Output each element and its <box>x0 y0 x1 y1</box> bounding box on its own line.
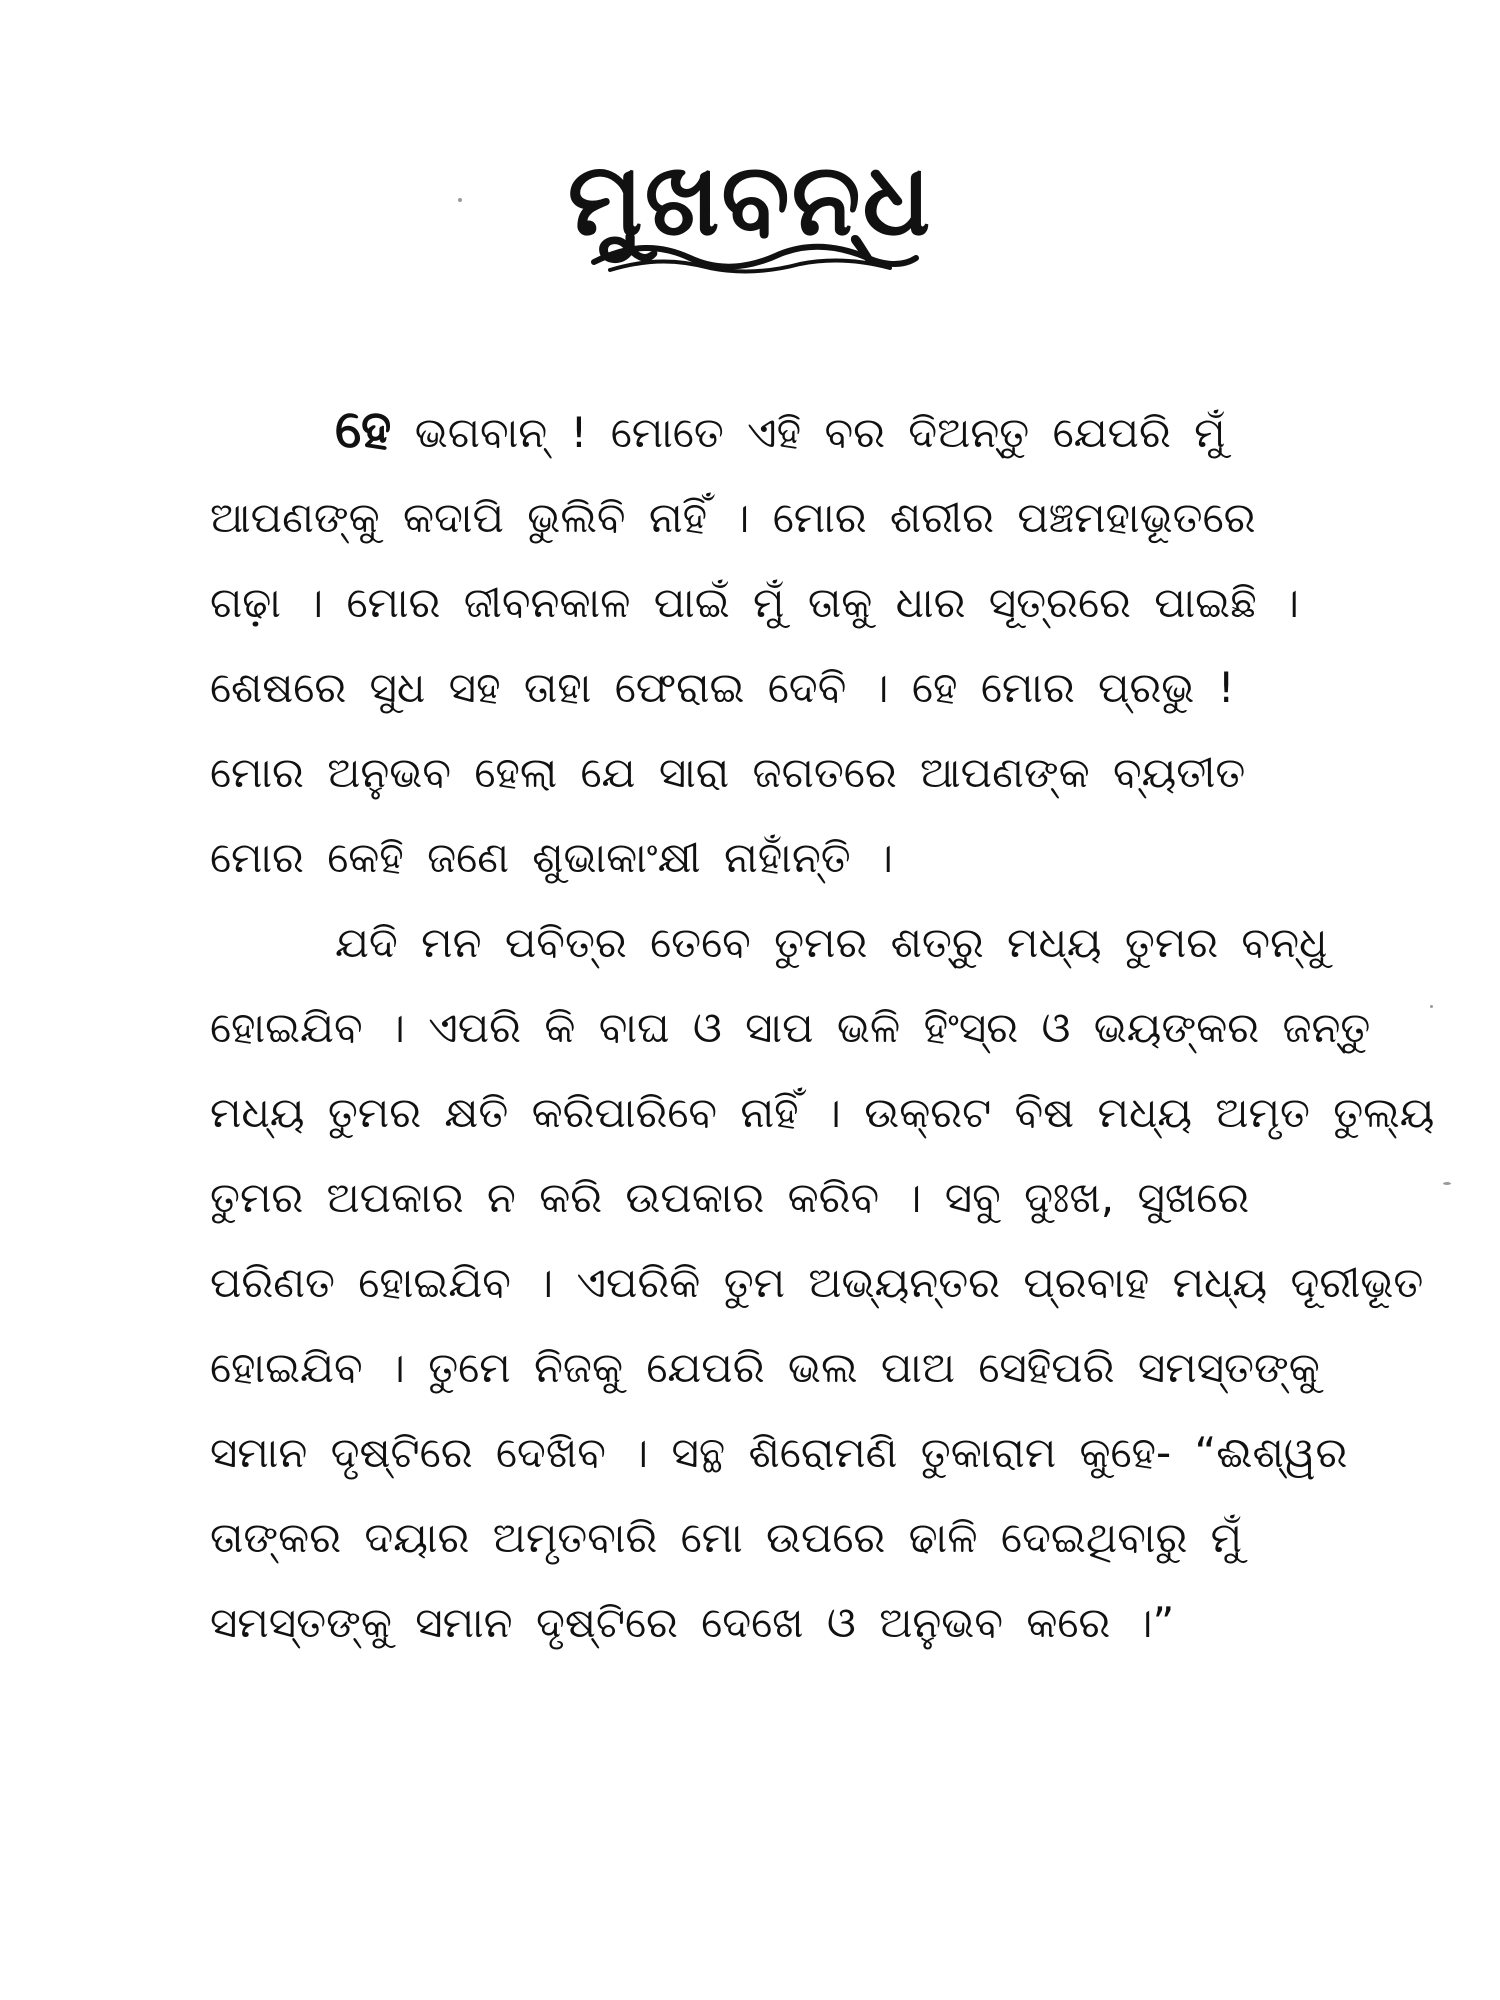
paragraph-line: ହେ ଭଗବାନ୍ ! ମୋତେ ଏହି ବର ଦିଅନ୍ତୁ ଯେପରି ମୁଁ <box>335 400 1226 460</box>
paragraph-line: ମୋର କେହି ଜଣେ ଶୁଭାକାଂକ୍ଷୀ ନାହାଁନ୍ତି । <box>210 833 893 882</box>
paragraph-line: ହୋଇଯିବ । ଏପରି କି ବାଘ ଓ ସାପ ଭଳି ହିଂସ୍ର ଓ ଭୟଙ୍କର ଜନ୍ତୁ <box>210 1003 1371 1052</box>
scan-speck <box>1443 1182 1451 1185</box>
lead-word: ହେ <box>335 400 392 460</box>
paragraph-line: ମଧ୍ୟ ତୁମର କ୍ଷତି କରିପାରିବେ ନାହିଁ । ଉକ୍ରଟ ବିଷ ମଧ୍ୟ ଅମୃତ ତୁଲ୍ୟ <box>210 1088 1435 1137</box>
paragraph-line: ମୋର ଅନୁଭବ ହେଲା ଯେ ସାରା ଜଗତରେ ଆପଣଙ୍କ ବ୍ୟତୀତ <box>210 748 1246 797</box>
paragraph-line: ହୋଇଯିବ । ତୁମେ ନିଜକୁ ଯେପରି ଭଲ ପାଅ ସେହିପରି ସମସ୍ତଙ୍କୁ <box>210 1343 1320 1392</box>
paragraph-line: ସମସ୍ତଙ୍କୁ ସମାନ ଦୃଷ୍ଟିରେ ଦେଖେ ଓ ଅନୁଭବ କରେ ।” <box>210 1598 1175 1647</box>
paragraph-line: ଯଦି ମନ ପବିତ୍ର ତେବେ ତୁମର ଶତ୍ରୁ ମଧ୍ୟ ତୁମର ବନ୍ଧୁ <box>335 918 1328 967</box>
paragraph-line: ସମାନ ଦୃଷ୍ଟିରେ ଦେଖିବ । ସନ୍ଥ ଶିରୋମଣି ତୁକାରାମ କୁହେ- “ଈଶ୍ୱର <box>210 1428 1348 1477</box>
paragraph-line: ଗଢ଼ା । ମୋର ଜୀବନକାଳ ପାଇଁ ମୁଁ ତାକୁ ଧାର ସୂତ୍ରରେ ପାଇଛି । <box>210 578 1300 627</box>
paragraph-line: ଶେଷରେ ସୁଧ ସହ ତାହା ଫେରାଇ ଦେବି । ହେ ମୋର ପ୍ରଭୁ ! <box>210 663 1235 712</box>
paragraph-1 <box>210 388 1300 900</box>
paragraph-line: ତୁମର ଅପକାର ନ କରି ଉପକାର କରିବ । ସବୁ ଦୁଃଖ, ସୁଖରେ <box>210 1173 1250 1222</box>
title-underline-ornament <box>590 238 920 274</box>
paragraph-line: ପରିଣତ ହୋଇଯିବ । ଏପରିକି ତୁମ ଅଭ୍ୟନ୍ତର ପ୍ରବାହ ମଧ୍ୟ ଦୂରୀଭୂତ <box>210 1258 1424 1307</box>
scan-speck <box>458 198 462 202</box>
paragraph-2 <box>210 900 1435 1665</box>
scan-speck <box>1430 1005 1433 1008</box>
paragraph-line: ଆପଣଙ୍କୁ କଦାପି ଭୁଲିବି ନାହିଁ । ମୋର ଶରୀର ପଞ୍ଚମହାଭୂତରେ <box>210 493 1256 542</box>
page-title: ମୁଖବନ୍ଧ <box>567 141 933 258</box>
paragraph-line: ତାଙ୍କର ଦୟାର ଅମୃତବାରି ମୋ ଉପରେ ଢାଳି ଦେଇଥିବାରୁ ମୁଁ <box>210 1513 1243 1562</box>
